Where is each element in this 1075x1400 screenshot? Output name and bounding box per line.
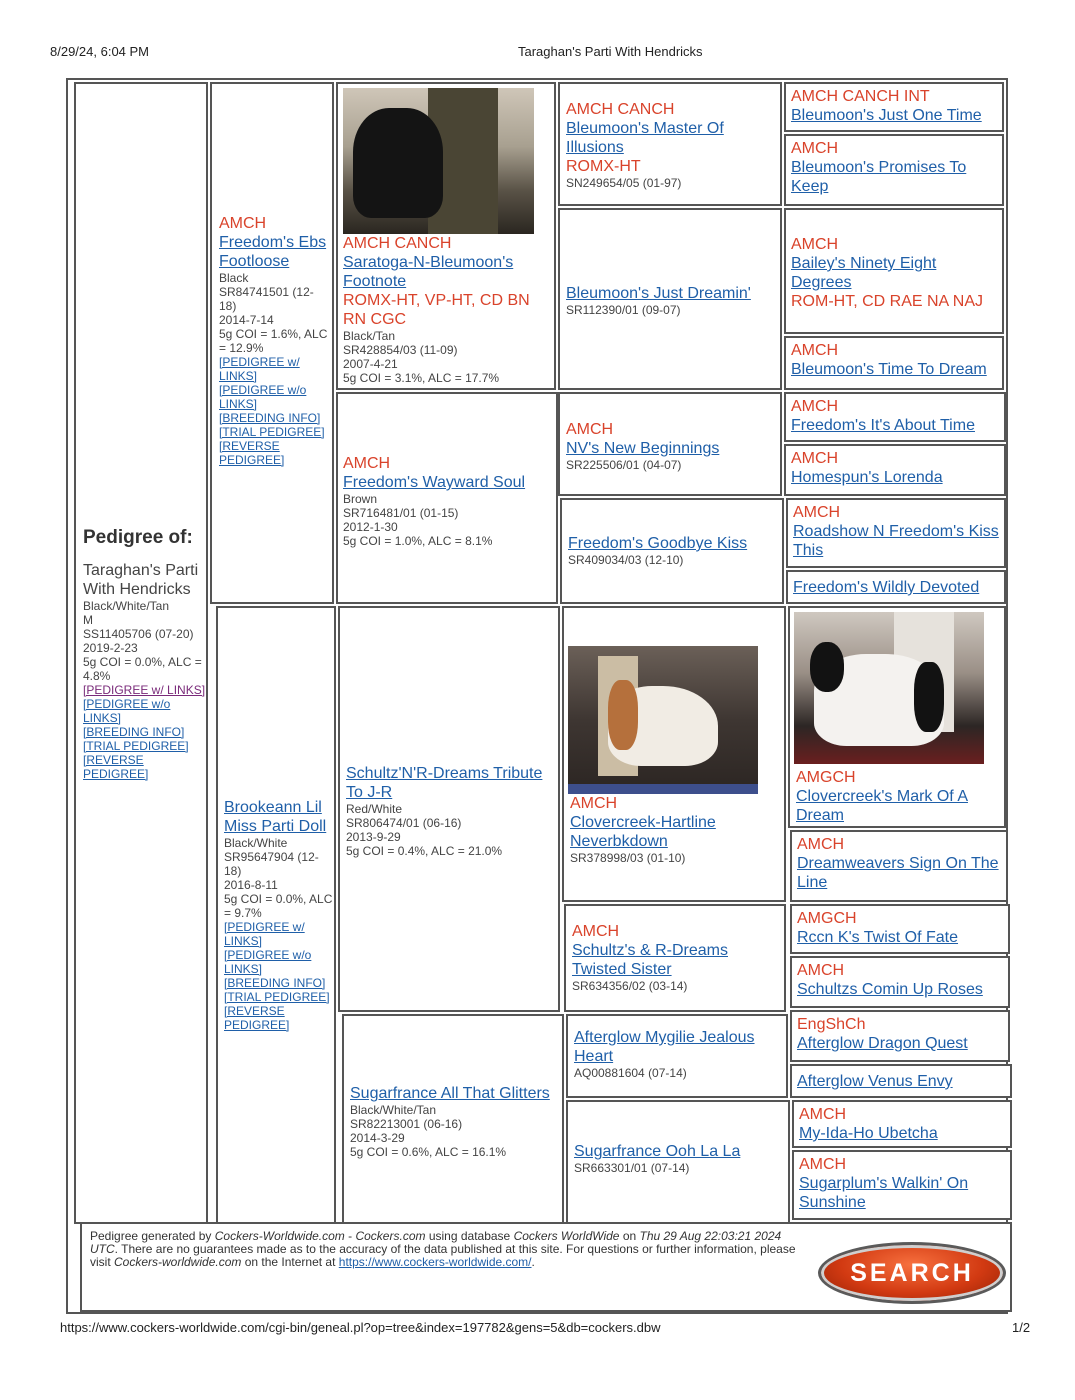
dog-photo	[568, 646, 758, 794]
g3-2-title: AMCH	[343, 455, 391, 472]
g5-cell-3	[784, 208, 1004, 334]
dam-color: Black/White	[224, 836, 288, 850]
cocker-ear-shape	[608, 680, 638, 750]
sire-link-pedigree-without-links[interactable]: [PEDIGREE w/o LINKS]	[219, 383, 307, 411]
g5-7-name-link[interactable]: Roadshow N Freedom's Kiss This	[793, 523, 999, 559]
sire-title: AMCH	[219, 215, 267, 232]
g3-cell-1	[336, 82, 556, 390]
dam-link-trial-pedigree[interactable]: [TRIAL PEDIGREE]	[224, 990, 330, 1004]
dam-coi: 5g COI = 0.0%, ALC = 9.7%	[224, 892, 333, 920]
subject-color: Black/White/Tan	[83, 599, 170, 613]
g4-cell-1	[558, 82, 782, 206]
g4-3-reg: SR225506/01 (04-07)	[566, 458, 682, 472]
g3-2-color: Brown	[343, 492, 378, 506]
sire-color: Black	[219, 271, 249, 285]
sire-link-trial-pedigree[interactable]: [TRIAL PEDIGREE]	[219, 425, 325, 439]
g4-1-name-link[interactable]: Bleumoon's Master Of Illusions	[566, 120, 724, 156]
g3-1-coi: 5g COI = 3.1%, ALC = 17.7%	[343, 371, 500, 385]
g5-16-name-link[interactable]: Sugarplum's Walkin' On Sunshine	[799, 1175, 969, 1211]
g3-1-reg: SR428854/03 (11-09)	[343, 343, 458, 357]
g4-8-reg: SR663301/01 (07-14)	[574, 1161, 690, 1175]
g3-cell-2	[336, 392, 558, 604]
g5-cell-16	[792, 1150, 1012, 1220]
disclaimer-sep: -	[344, 1229, 356, 1243]
g5-cell-13	[790, 1010, 1010, 1062]
subject-link-pedigree-without-links[interactable]: [PEDIGREE w/o LINKS]	[83, 697, 171, 725]
subject-link-pedigree-with-links[interactable]: [PEDIGREE w/ LINKS]	[83, 683, 206, 697]
disclaimer-link[interactable]: https://www.cockers-worldwide.com/	[338, 1255, 532, 1269]
g3-3-name-link[interactable]: Schultz'N'R-Dreams Tribute To J-R	[346, 765, 543, 801]
print-datetime: 8/29/24, 6:04 PM	[50, 44, 150, 59]
g3-3-reg: SR806474/01 (06-16)	[346, 816, 462, 830]
g5-16-title: AMCH	[799, 1156, 847, 1173]
g5-14-name-link[interactable]: Afterglow Venus Envy	[797, 1073, 953, 1090]
g4-cell-4	[560, 498, 784, 604]
dam-link-reverse-pedigree[interactable]: [REVERSE PEDIGREE]	[224, 1004, 290, 1032]
sire-cell	[210, 82, 334, 604]
sire-coi: 5g COI = 1.6%, ALC = 12.9%	[219, 327, 328, 355]
subject-sex: M	[83, 613, 93, 627]
g3-3-coi: 5g COI = 0.4%, ALC = 21.0%	[346, 844, 503, 858]
subject-coi: 5g COI = 0.0%, ALC = 4.8%	[83, 655, 202, 683]
g5-cell-7	[786, 498, 1006, 568]
disclaimer-text-4: . There are no guarantees made as to the accuracy of the data published at this site. For questions or further information, please visit	[90, 1242, 796, 1269]
g5-2-name-link[interactable]: Bleumoon's Promises To Keep	[791, 159, 967, 195]
g4-5-name-link[interactable]: Clovercreek-Hartline Neverbkdown	[570, 814, 716, 850]
g5-5-name-link[interactable]: Freedom's It's About Time	[791, 417, 975, 434]
g5-8-name-link[interactable]: Freedom's Wildly Devoted	[793, 579, 980, 596]
g3-2-coi: 5g COI = 1.0%, ALC = 8.1%	[343, 534, 493, 548]
print-title: Taraghan's Parti With Hendricks	[518, 44, 703, 59]
g5-3-name-link[interactable]: Bailey's Ninety Eight Degrees	[791, 255, 937, 291]
g4-1-title: AMCH CANCH	[566, 101, 675, 118]
sire-dob: 2014-7-14	[219, 313, 274, 327]
g5-1-name-link[interactable]: Bleumoon's Just One Time	[791, 107, 982, 124]
g3-2-name-link[interactable]: Freedom's Wayward Soul	[343, 474, 526, 491]
dog-photo	[794, 612, 984, 764]
search-button[interactable]: SEARCH	[818, 1242, 1006, 1304]
g5-cell-10	[790, 830, 1008, 902]
g5-12-name-link[interactable]: Schultzs Comin Up Roses	[797, 981, 983, 998]
g3-1-title2: ROMX-HT, VP-HT, CD BN RN CGC	[343, 292, 530, 328]
g5-cell-9	[788, 606, 1006, 828]
g4-7-name-link[interactable]: Afterglow Mygilie Jealous Heart	[574, 1029, 755, 1065]
subject-reg: SS11405706 (07-20)	[83, 627, 194, 641]
g5-10-name-link[interactable]: Dreamweavers Sign On The Line	[797, 855, 999, 891]
g5-cell-15	[792, 1100, 1012, 1148]
g5-cell-8	[786, 570, 1006, 604]
show-table-shape	[568, 784, 758, 794]
g5-15-name-link[interactable]: My-Ida-Ho Ubetcha	[799, 1125, 938, 1142]
dam-reg: SR95647904 (12-18)	[224, 850, 319, 878]
g5-2-title: AMCH	[791, 140, 839, 157]
g5-10-title: AMCH	[797, 836, 845, 853]
disclaimer-site-2: Cockers.com	[355, 1229, 426, 1243]
g5-cell-4	[784, 336, 1004, 390]
print-url: https://www.cockers-worldwide.com/cgi-bin/geneal.pl?op=tree&index=197782&gens=5&db=cockers.dbw	[60, 1320, 661, 1335]
print-page-number: 1/2	[1012, 1320, 1031, 1335]
subject-link-reverse-pedigree[interactable]: [REVERSE PEDIGREE]	[83, 753, 149, 781]
g5-3-title2: ROM-HT, CD RAE NA NAJ	[791, 293, 984, 310]
g3-cell-4	[342, 1014, 564, 1224]
g3-4-dob: 2014-3-29	[350, 1131, 405, 1145]
g5-6-name-link[interactable]: Homespun's Lorenda	[791, 469, 943, 486]
subject-dob: 2019-2-23	[83, 641, 138, 655]
g4-5-reg: SR378998/03 (01-10)	[570, 851, 686, 865]
g3-4-name-link[interactable]: Sugarfrance All That Glitters	[350, 1085, 550, 1102]
g3-3-dob: 2013-9-29	[346, 830, 401, 844]
subject-cell	[74, 82, 208, 1224]
g4-7-reg: AQ00881604 (07-14)	[574, 1066, 687, 1080]
g5-9-title: AMGCH	[796, 769, 856, 786]
dam-dob: 2016-8-11	[224, 878, 278, 892]
g3-cell-3	[338, 606, 560, 1012]
g5-4-title: AMCH	[791, 342, 839, 359]
g3-1-title: AMCH CANCH	[343, 235, 452, 252]
g5-1-title: AMCH CANCH INT	[791, 88, 930, 105]
g4-4-reg: SR409034/03 (12-10)	[568, 553, 684, 567]
g4-cell-2	[558, 208, 782, 390]
g5-4-name-link[interactable]: Bleumoon's Time To Dream	[791, 361, 987, 378]
subject-link-breeding-info[interactable]: [BREEDING INFO]	[83, 725, 185, 739]
g3-1-name-link[interactable]: Saratoga-N-Bleumoon's Footnote	[343, 254, 514, 290]
g4-3-name-link[interactable]: NV's New Beginnings	[566, 440, 720, 457]
g5-cell-5	[784, 392, 1006, 442]
black-cocker-shape	[353, 108, 443, 218]
g3-3-color: Red/White	[346, 802, 403, 816]
g4-1-reg: SN249654/05 (01-97)	[566, 176, 682, 190]
g4-2-name-link[interactable]: Bleumoon's Just Dreamin'	[566, 285, 751, 302]
g5-3-title: AMCH	[791, 236, 839, 253]
disclaimer-date: Thu 29 Aug 22:03:21 2024 UTC	[90, 1229, 782, 1256]
g4-3-title: AMCH	[566, 421, 614, 438]
g4-6-name-link[interactable]: Schultz's & R-Dreams Twisted Sister	[572, 942, 728, 978]
cocker-patch-shape	[914, 662, 944, 732]
g5-13-name-link[interactable]: Afterglow Dragon Quest	[797, 1035, 968, 1052]
disclaimer-text-6: .	[531, 1255, 535, 1269]
sire-reg: SR84741501 (12-18)	[219, 285, 314, 313]
g3-4-coi: 5g COI = 0.6%, ALC = 16.1%	[350, 1145, 507, 1159]
g4-6-title: AMCH	[572, 923, 620, 940]
g5-cell-14	[790, 1064, 1012, 1098]
g4-cell-5	[562, 606, 786, 902]
g4-cell-7	[566, 1014, 788, 1098]
dog-photo	[343, 88, 534, 234]
dam-cell	[216, 606, 336, 1224]
dam-name-link[interactable]: Brookeann Lil Miss Parti Doll	[224, 799, 327, 835]
g5-cell-12	[790, 956, 1010, 1008]
g4-1-title2: ROMX-HT	[566, 158, 641, 175]
sire-link-reverse-pedigree[interactable]: [REVERSE PEDIGREE]	[219, 439, 285, 467]
sire-link-pedigree-with-links[interactable]: [PEDIGREE w/ LINKS]	[219, 355, 300, 383]
sire-name-link[interactable]: Freedom's Ebs Footloose	[219, 234, 327, 270]
g4-4-name-link[interactable]: Freedom's Goodbye Kiss	[568, 535, 748, 552]
subject-name: Taraghan's Parti With Hendricks	[83, 562, 199, 598]
g4-8-name-link[interactable]: Sugarfrance Ooh La La	[574, 1143, 741, 1160]
g5-5-title: AMCH	[791, 398, 839, 415]
g5-13-title: EngShCh	[797, 1016, 866, 1033]
g3-1-color: Black/Tan	[343, 329, 396, 343]
g5-6-title: AMCH	[791, 450, 839, 467]
cocker-head-shape	[810, 642, 844, 692]
g5-7-title: AMCH	[793, 504, 841, 521]
sire-link-breeding-info[interactable]: [BREEDING INFO]	[219, 411, 321, 425]
g4-cell-3	[558, 392, 782, 496]
g3-2-reg: SR716481/01 (01-15)	[343, 506, 459, 520]
g5-15-title: AMCH	[799, 1106, 847, 1123]
g3-4-color: Black/White/Tan	[350, 1103, 437, 1117]
g4-5-title: AMCH	[570, 795, 618, 812]
g4-6-reg: SR634356/02 (03-14)	[572, 979, 688, 993]
g4-cell-8	[566, 1100, 790, 1224]
disclaimer-text-5: on the Internet at	[241, 1255, 339, 1269]
disclaimer-text-3: on	[619, 1229, 640, 1243]
g3-2-dob: 2012-1-30	[343, 520, 398, 534]
disclaimer-text-2: using database	[425, 1229, 514, 1243]
g3-4-reg: SR82213001 (06-16)	[350, 1117, 463, 1131]
dam-link-breeding-info[interactable]: [BREEDING INFO]	[224, 976, 326, 990]
pedigree-heading: Pedigree of:	[83, 527, 193, 548]
g5-11-title: AMGCH	[797, 910, 857, 927]
g5-11-name-link[interactable]: Rccn K's Twist Of Fate	[797, 929, 959, 946]
subject-link-trial-pedigree[interactable]: [TRIAL PEDIGREE]	[83, 739, 189, 753]
g5-cell-11	[790, 904, 1010, 954]
g4-2-reg: SR112390/01 (09-07)	[566, 303, 681, 317]
g5-cell-1	[784, 82, 1004, 132]
disclaimer-db: Cockers WorldWide	[513, 1229, 620, 1243]
g5-12-title: AMCH	[797, 962, 845, 979]
g4-cell-6	[564, 904, 786, 1012]
g3-1-dob: 2007-4-21	[343, 357, 398, 371]
dam-link-pedigree-without-links[interactable]: [PEDIGREE w/o LINKS]	[224, 948, 312, 976]
g5-9-name-link[interactable]: Clovercreek's Mark Of A Dream	[796, 788, 968, 824]
dam-link-pedigree-with-links[interactable]: [PEDIGREE w/ LINKS]	[224, 920, 305, 948]
disclaimer-site-3: Cockers-worldwide.com	[114, 1255, 242, 1269]
g5-cell-6	[784, 444, 1006, 496]
disclaimer-site-1: Cockers-Worldwide.com	[214, 1229, 345, 1243]
disclaimer-text-1: Pedigree generated by	[90, 1229, 215, 1243]
g5-cell-2	[784, 134, 1004, 206]
